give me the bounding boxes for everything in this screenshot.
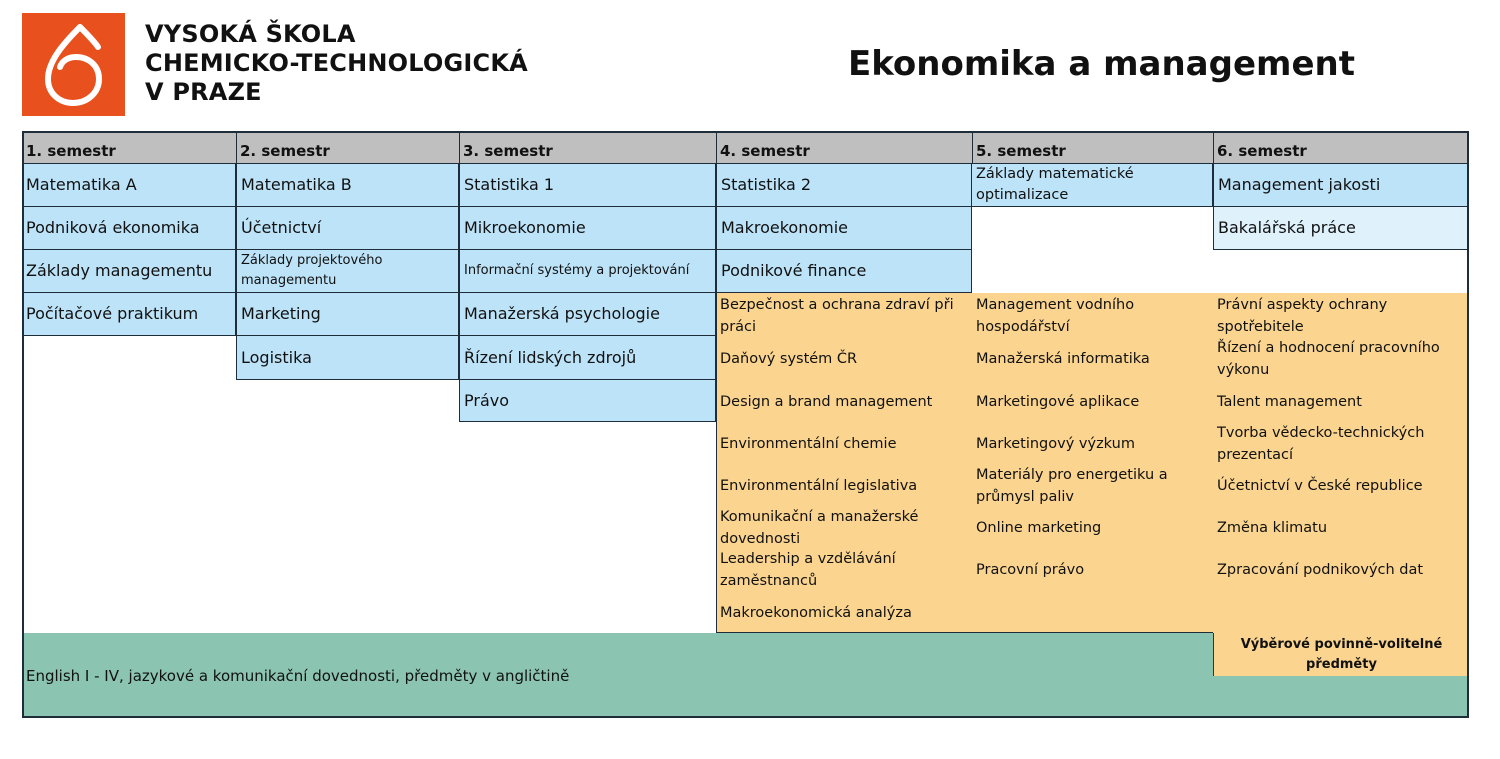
table-bottom-border [22,716,1469,718]
course-s3-6: Právo [459,380,716,422]
course-s3-1: Statistika 1 [459,164,716,207]
school-name-line-2: CHEMICKO-TECHNOLOGICKÁ [145,49,528,77]
elective-c2-4: Marketingový výzkum [976,436,1135,452]
elective-bottom-border [716,632,1213,633]
course-s2-4: Marketing [236,293,459,336]
elective-c1-7: Leadership a vzdělávání zaměstnanců [720,551,896,589]
elective-c2-2: Manažerská informatika [976,351,1150,367]
elective-c1-4: Environmentální chemie [720,436,897,452]
school-name-line-3: V PRAZE [145,78,262,106]
course-s2-2: Účetnictví [236,207,459,250]
school-name [145,20,528,107]
semester-4-header: 4. semestr [716,133,972,164]
semester-1-header: 1. semestr [22,133,236,164]
semester-6-header: 6. semestr [1213,133,1469,164]
elective-c1-8: Makroekonomická analýza [720,605,912,621]
elective-c3-4: Tvorba vědecko-technických prezentací [1217,425,1425,463]
semester-2-header: 2. semestr [236,133,459,164]
course-s1-1: Matematika A [22,164,236,207]
table-left-border [22,131,24,718]
course-s2-5: Logistika [236,336,459,380]
table-right-border [1467,131,1469,718]
school-name-line-1: VYSOKÁ ŠKOLA [145,20,356,48]
elective-c2-1: Management vodního hospodářství [976,297,1135,335]
course-s1-3: Základy managementu [22,250,236,293]
elective-c3-7: Zpracování podnikových dat [1217,562,1424,578]
program-title: Ekonomika a management [848,44,1355,84]
course-s4-1: Statistika 2 [716,164,972,207]
elective-legend: Výběrové povinně-volitelné předměty [1213,633,1469,676]
course-s4-2: Makroekonomie [716,207,972,250]
elective-c1-5: Environmentální legislativa [720,478,918,494]
course-s6-1: Management jakosti [1213,164,1469,207]
elective-c3-5: Účetnictví v České republice [1217,478,1423,494]
course-s3-3: Informační systémy a projektování [459,250,716,293]
elective-c2-6: Online marketing [976,520,1102,536]
header-divider-1 [236,131,237,164]
elective-c2-7: Pracovní právo [976,562,1085,578]
header-divider-2 [459,131,460,164]
course-s4-3: Podnikové finance [716,250,972,293]
school-logo [22,13,125,116]
english-band: English I - IV, jazykové a komunikační dovednosti, předměty v angličtině [22,633,1469,718]
course-s2-1: Matematika B [236,164,459,207]
header-divider-5 [1213,131,1214,164]
course-s2-3: Základy projektového managementu [236,250,459,293]
semester-5-header: 5. semestr [972,133,1213,164]
elective-c3-2: Řízení a hodnocení pracovního výkonu [1217,340,1440,378]
elective-c3-6: Změna klimatu [1217,520,1328,536]
elective-c1-6: Komunikační a manažerské dovednosti [720,509,919,547]
course-s1-2: Podniková ekonomika [22,207,236,250]
course-s3-2: Mikroekonomie [459,207,716,250]
header-divider-4 [972,131,973,164]
course-s1-4: Počítačové praktikum [22,293,236,336]
elective-c3-3: Talent management [1217,394,1362,410]
study-plan-table [22,131,1469,718]
elective-c2-3: Marketingové aplikace [976,394,1140,410]
table-top-border [22,131,1469,133]
course-s3-4: Manažerská psychologie [459,293,716,336]
flask-drop-icon [22,13,125,116]
elective-c3-1: Právní aspekty ochrany spotřebitele [1217,297,1388,335]
elective-c1-3: Design a brand management [720,394,933,410]
course-s5-1: Základy matematické optimalizace [972,164,1213,207]
header-bottom-rule [22,163,1469,164]
elective-left-border [716,293,717,633]
header-divider-3 [716,131,717,164]
elective-c1-1: Bezpečnost a ochrana zdraví při práci [720,297,954,335]
course-s3-5: Řízení lidských zdrojů [459,336,716,380]
course-s6-thesis: Bakalářská práce [1213,207,1469,250]
elective-c1-2: Daňový systém ČR [720,351,858,367]
semester-3-header: 3. semestr [459,133,716,164]
elective-c2-5: Materiály pro energetiku a průmysl paliv [976,467,1168,505]
